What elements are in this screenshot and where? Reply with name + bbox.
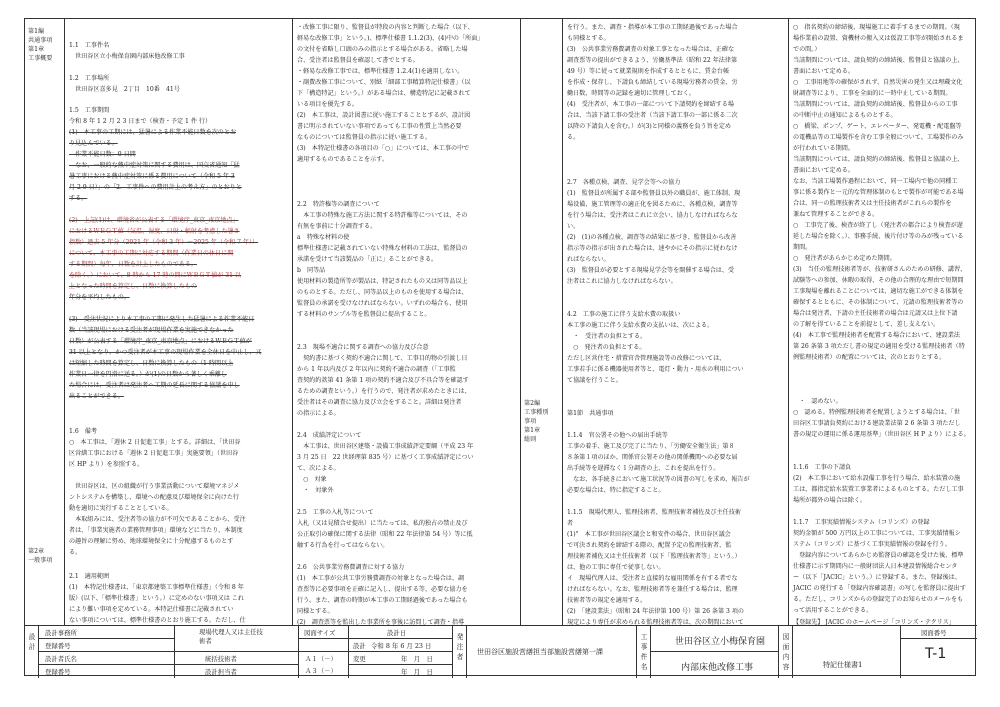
spec-column-4 <box>789 19 977 625</box>
spec-line: は、他の工事に専任で従事しない。 <box>567 564 665 571</box>
tb-design-date: 令和 8 年 6 月 23 日 <box>371 642 432 650</box>
spec-column-1 <box>65 19 293 625</box>
spec-line: なお、各手続きにおいて施工状況等の図書の写しを求め、報告が <box>567 476 750 483</box>
tb-drawing-title: 特記仕様書1 <box>823 661 863 669</box>
spec-line: 年分を平均したもの。 <box>69 294 130 301</box>
spec-line: する期間）毎年、日数を計上したものである。 <box>69 261 197 268</box>
section-labels-left <box>25 19 65 625</box>
spec-line: 書の規定の運用に係る運用基準」（世田谷区 H P より）による。 <box>793 431 970 438</box>
spec-line: 査契約約款第 41 条第 1 項の契約不適合及び不具合等を確認す <box>297 377 469 384</box>
spec-line: する。 <box>69 195 88 202</box>
spec-line: ー（以下「JACIC」という。）に登録する。また、登録後は、 <box>793 574 961 581</box>
spec-line: 本工事は、世田谷区建築・設備工事成績評定要綱（平成 23 年 <box>297 443 474 450</box>
spec-line: の了解を得ていることを前提として、差し支えない。 <box>793 321 940 328</box>
spec-line: るための調査という。）を行うので、発注者が求めたときには、 <box>297 388 471 395</box>
spec-line: (4) 受注者が、本工事の一部について下請契約を締結する場 <box>567 101 734 108</box>
spec-line: 例監理技術者）の配置については、次のとおりとする。 <box>793 354 946 361</box>
spec-line: 2.2 特許権等の調査について <box>297 201 380 208</box>
spec-line: 行う。また、調査の時期が本工事の工期経過後であった場合も <box>297 597 468 604</box>
spec-line: 1.1 工事件名 <box>69 42 110 49</box>
spec-line: 2.3 現場不適合に関する調査への協力及び合意 <box>297 344 429 351</box>
spec-line: 1.1.4 官公署その他への届出手続等 <box>567 432 668 439</box>
spec-line: い。 <box>567 223 580 230</box>
spec-line: 下「構造特記」という。）がある場合は、構造特記に記載されて <box>297 90 471 97</box>
spec-line: JACIC の発行する「登録内容確認書」の写しを監督員に提出す <box>793 585 966 592</box>
drawing-sheet <box>24 18 976 676</box>
spec-line: ない事項については、標準仕様書のとおり施工する。ただし、仕 <box>69 617 246 624</box>
spec-line: (2) 上記(1)は、環境省が公表する「環境庁_東京_東京地点」 <box>69 217 239 224</box>
spec-line: ・ 対象外 <box>297 487 334 494</box>
tb-project-name: 内部床他改修工事 <box>681 663 754 673</box>
spec-line: 第1節 共通事項 <box>567 410 614 417</box>
spec-line: 承諾を受けて当該製品の「正に」ることができる。 <box>297 256 438 263</box>
spec-line: (4) 本工事で監理技術者を配置する場合において、建設業法 <box>793 332 960 339</box>
spec-line: 【登録先】 JACIC のホームページ「コリンズ・テクリス」 <box>793 619 955 625</box>
section-label-part1: 第1編 共通事項 第1章 工事概要 <box>28 28 53 62</box>
spec-line: b 同等品 <box>297 267 326 274</box>
spec-line: 区営繕工事における「週休 2 日促進工事」実施要領」（世田谷 <box>69 450 239 457</box>
spec-line: 暑工事における熱中症対策に係る費用について（令和 5 年 3 <box>69 173 235 180</box>
spec-line: する材料のサンプル等を監督員に提出すること。 <box>297 311 431 318</box>
tb-side-design-label: 設計 <box>28 633 36 651</box>
spec-line: 軽易な改修工事」という。)、標準仕様書 1.1.2(3)、(4)中の「所面」 <box>297 35 484 42</box>
spec-line: 当該期間については、請負契約の締結後、監督員と協議の上、 <box>793 156 964 163</box>
tb-side-design <box>25 626 39 678</box>
spec-line: り見込んでいる。 <box>69 140 118 147</box>
tb-drawing <box>793 626 901 678</box>
tb-drawing-label-cell <box>779 626 793 678</box>
spec-line: 規定により専任が求められる監理技術者等は、次の期間において <box>567 619 744 625</box>
spec-line: で可決され契約を締結する際の、配置予定の監理技術者、監 <box>567 542 732 549</box>
spec-line: 財調査等により、工事を全面的に一時中止している期間。 <box>793 90 952 97</box>
tb-orderer-name: 世田谷区施設営繕担当部施設営繕第一課 <box>477 648 603 656</box>
spec-line: 受注者はその調査に協力及び立会をすること。詳細は発注者 <box>297 399 462 406</box>
spec-line: 試験等への参加、休暇の取得、その他の合理的な理由で短期間 <box>793 277 964 284</box>
spec-line: ステム（コリンズ）に基づく工事実績情報の登録を行う。 <box>793 541 951 548</box>
spec-line: 指数）過去 5 年分（2021 年（令和 3 年）～2025 年（令和 7 年）） <box>69 239 259 246</box>
spec-line: ○ 発注者の負担とする。 <box>567 344 646 351</box>
spec-line: 使用材料の製造所等が製品は、特記されたもの又は同等品以上 <box>297 278 468 285</box>
spec-line: 者 <box>567 520 574 527</box>
spec-line: 2.6 公共事業労務費調査に対する協力 <box>297 564 405 571</box>
spec-line: た場合には、受注者は発注者へ工期の延長に関する協議を申し <box>69 382 240 389</box>
spec-line: 働日数、時間等の記録を適切に管理しておく。 <box>567 90 695 97</box>
spec-line: 理技術者補佐又は主任技術者（以下「監理技術者等」という。） <box>567 553 741 560</box>
tb-designer-name: 設計者氏名 <box>45 655 77 663</box>
spec-line: 事に係る製作と一元的な管理体制のもとで製作が可能である場 <box>793 189 964 196</box>
spec-line: も同様とする。 <box>567 35 610 42</box>
spec-line: 書面において定める。 <box>793 167 854 174</box>
spec-line: は短縮した時間を算定し、日数に換算したもの（1 時間以上 <box>69 360 234 367</box>
spec-line: 契約金額が 500 万円以上の工事については、工事実績情報シ <box>793 530 961 537</box>
spec-line: 監督員の承諾を受けなければならない。いずれの場合も、使用 <box>297 300 468 307</box>
spec-line: ○ 本工事は、「週休 2 日促進工事」とする。詳細は、「世田谷 <box>69 439 241 446</box>
spec-line: 作業日一律を円滑に送る。）が(1)の日数から著しく乖離し <box>69 371 227 378</box>
spec-line: 調査票等の提出ができるよう、労働基準法（昭和 22 年法律第 <box>567 57 738 64</box>
spec-line: 1.1.7 工事実績情報システム（コリンズ）の登録 <box>793 519 930 526</box>
spec-line: る。 <box>567 134 580 141</box>
spec-line: 本取組みには、受注者等の協力が不可欠であることから、受注 <box>69 516 246 523</box>
spec-line: 登録内容についてあらかじめ監督員の確認を受けた後、標準 <box>793 552 964 559</box>
spec-line: a 特殊な材料の使 <box>297 234 350 241</box>
spec-line: 2.5 工事の入札等について <box>297 509 374 516</box>
spec-line: 入札（又は見積合せ提出）に当たっては、私的独占の禁止及び <box>297 520 468 527</box>
spec-line: 仕様書に示す期間内に一般財団法人日本建設情報総合センタ <box>793 563 958 570</box>
spec-line: 当該期間については、請負契約の締結後、監督員からの工事 <box>793 101 958 108</box>
spec-line: イ 現場代理人は、受注者と直接的な雇用関係を有する者でな <box>567 575 738 582</box>
tb-orderer-label: 発注者 <box>456 633 464 661</box>
spec-line: ・ 受注者の負担とする。 <box>567 333 647 340</box>
spec-line: 合は、当該下請工事の受注者（当該下請工事の一部に係る二次 <box>567 112 738 119</box>
tb-size-a1: Ａ１（－） <box>305 655 337 663</box>
spec-line: から 1 年以内及び 2 年以内に契約不適合の調査（「工事監 <box>297 366 456 373</box>
spec-line: ればならない。 <box>567 256 610 263</box>
spec-line: る。 <box>69 549 82 556</box>
spec-line: 合、受注者は監督員を確認して書でとする。 <box>297 57 419 64</box>
spec-line: (2) 本工事は、設計図書に従い施工することとするが、設計図 <box>297 112 471 119</box>
spec-line: 書面において定める。 <box>793 68 854 75</box>
spec-line: を作成・保存し、下請負も締結している現場労務者の賃金、労 <box>567 79 738 86</box>
spec-line: 場合は発注者、下請の主任技術者の場合は元請又は上位下請 <box>793 310 958 317</box>
tb-drawing-number: T-1 <box>925 646 947 662</box>
spec-line: 第 26 条第 3 項ただし書の規定の適用を受ける監理技術者（特 <box>793 343 965 350</box>
spec-line: (2) 本工事において給水設備工事を行う場合、給水装置の施 <box>793 475 961 482</box>
tb-size-a3: Ａ３（－） <box>305 667 337 675</box>
spec-line: 場作業前の設置、資機材の搬入又は仮設工事等が開始されるま <box>793 35 964 42</box>
spec-line: (1) 監督員が所属する部や監督員以外の職員が、施工体制、現 <box>567 190 741 197</box>
spec-line: ○ 発注者があらかじめ定めた期間。 <box>793 255 896 262</box>
spec-line: 査票等に必要事項を正確に記入し、提出する等、必要な協力を <box>297 586 468 593</box>
spec-line: (3) 当任の監理技術者等が、技術研さんのための研修、講習、 <box>793 266 967 273</box>
spec-line: 49 号）等に従って就業規則を作成するとともに、賃金台帳 <box>567 68 730 75</box>
spec-line: 1.2 工事場所 <box>69 75 110 82</box>
spec-line: 世田谷区喜多見 2丁目 10番 41号 <box>69 86 180 93</box>
section-labels-mid <box>521 19 563 625</box>
spec-line: が行われている期間。 <box>793 145 854 152</box>
spec-line: 適用するものであることを示す。 <box>297 156 388 163</box>
spec-line: 延した場合を除く。）、事務手続、後片付け等のみが残っている <box>793 233 964 240</box>
spec-line: 月 2 9 日）」の「2．工事件への費用計上の考え方」のとおりと <box>69 184 242 191</box>
spec-line: の文付を省略し口頭のみの指示とする場合がある。省略した場 <box>297 46 468 53</box>
spec-line: 1.1.5 現場代理人、監理技術者、監理技術者補佐及び主任技術 <box>567 509 741 516</box>
tb-project-label-cell <box>637 626 651 678</box>
spec-line: 同様とする。 <box>297 608 334 615</box>
spec-line: を行う場合は、受注者はこれに立会い、協力しなければならな <box>567 212 738 219</box>
section-label-chapter2: 第2章 一般事項 <box>28 548 53 564</box>
spec-line: 作業不能日数：0 日間 <box>69 151 136 158</box>
spec-line: ・改修工事に限り、監督員が特段の内容と判断した場合（以下、 <box>297 24 474 31</box>
spec-line: での間。） <box>793 46 821 53</box>
spec-line: 本工事の特殊な施工方法に関する特許権等については、その <box>297 212 468 219</box>
spec-line: 上となった時間を算定し、日数に換算したもの <box>69 283 197 290</box>
spec-line: の指示による。 <box>297 410 340 417</box>
spec-line: ・副費改修工事について、別紙「細部工事精算特記仕様書」（以 <box>297 79 471 86</box>
spec-line: 4.2 工事の施工に伴う支給水費の取扱い <box>567 311 681 318</box>
spec-body <box>25 19 977 625</box>
spec-line: 2.1 適用範囲 <box>69 573 110 580</box>
spec-line: 出手続等を遅滞なく１分調査の上、これを提出を行う。 <box>567 465 720 472</box>
spec-line: のものとする。ただし、同等品以上のものを使用する場合は、 <box>297 289 468 296</box>
tb-drawing-no-header: 図面番号 <box>921 629 947 637</box>
spec-line: (1) 本特記仕様書は、「東京都建築工事標準仕様書」（令和 8 年 <box>69 584 244 591</box>
spec-line: 工事若手に係る機器使用者等と、電灯・動力・用水の利用につい <box>567 366 744 373</box>
tb-project-label: 工事件名 <box>640 633 648 671</box>
spec-line: 以降の下請負人を含む。）が(3)と同様の義務を負う旨を定め <box>567 123 732 130</box>
tb-orderer-label-cell <box>453 626 467 678</box>
tb-size <box>299 626 349 678</box>
spec-line: いる項目を優先する。 <box>297 101 358 108</box>
spec-line: の趣旨の理解に努め、地球環境保全に十分配慮するものとす <box>69 538 234 545</box>
spec-line: 場所が都外の場合は除く。 <box>793 497 867 504</box>
spec-line: 当該期間については、請負契約の締結後、監督員と協議の上、 <box>793 57 964 64</box>
spec-line: について、本工事の工期に対応する期間（作業日の休日に関 <box>69 250 234 257</box>
spec-line: 期間。 <box>793 244 812 251</box>
spec-line: 日数）が公表する「環境庁_東京_東京地点」におけるＷＢＧＴ値が <box>69 338 252 345</box>
tb-design-office: 設計事務所 <box>45 629 77 637</box>
tb-site-agent: 現場代理人又は主任技術者 <box>199 628 263 645</box>
spec-line: 兼ねて管理することができる。 <box>793 211 879 218</box>
spec-line: 者は、「事業実施者の業務管理事項」環境などに当たり、本制度 <box>69 527 243 534</box>
spec-line: 標準仕様書に記載されていない特殊な材料の工法は、監督員の <box>297 245 468 252</box>
spec-line: なお、当該工場製作過程において、同一工場内で他の同種工 <box>793 178 958 185</box>
spec-line: 本工事の施工に伴う支給水費の支払いは、次による。 <box>567 322 714 329</box>
spec-line: を除く。）において、8 時から 17 時の間にＷＢＧＴ値が 31 以 <box>69 272 242 279</box>
tb-facility-name: 世田谷区立小梅保育園 <box>675 637 766 647</box>
spec-line: 世田谷区立小梅保育園内部床他改修工事 <box>69 53 185 60</box>
spec-line: ８条第１項のほか、関係官公署その他の関係機関への必要な届 <box>567 454 738 461</box>
spec-line: (3) 本特記仕様書の各項目の「○」については、本工事の中で <box>297 145 470 152</box>
spec-line: 触する行為を行ってはならない。 <box>297 542 389 549</box>
spec-line: ・軽易な改修工事では、標準仕様書 1.2.4(1)を適用しない。 <box>297 68 464 75</box>
spec-line: により難い事項を定めている。本特記仕様書に記載されてい <box>69 606 234 613</box>
spec-line: 3 月 25 日 22 世経理第 835 号）に基づく工事成績評定につい <box>297 454 474 461</box>
spec-line: 動を適切に実行することとしている。 <box>69 505 173 512</box>
spec-line: を行う。また、調査・指導が本工事の工期経過後であった場合 <box>567 24 738 31</box>
tb-change-date: 年 月 日 <box>401 655 433 663</box>
tb-reg-no-1: 登録番号 <box>45 642 71 650</box>
spec-line: 令和 8 年 1 2 月 2 3 日まで（検査・予定 1 件 行） <box>69 118 212 125</box>
spec-line: 版）(以下、「標準仕様書」という。）に定めのない事項又は これ <box>69 595 244 602</box>
spec-line: 確保するとともに、その体制について、元請の監理技術者等の <box>793 299 964 306</box>
spec-line: の中断中止の通知によるものとする。 <box>793 112 897 119</box>
tb-project <box>651 626 779 678</box>
spec-line: (3) 公共事業労務費調査の対象工事となった場合は、正確な <box>567 46 735 53</box>
tb-drawing-label: 図面内容 <box>782 633 790 671</box>
spec-line: 田谷区工事請負契約における建設業法第 2 6 条第 3 項ただし <box>793 420 961 427</box>
spec-line: 工事現場を離れることについては、適切な施工ができる体制を <box>793 288 964 295</box>
tb-size-header: 図面サイズ <box>304 629 336 637</box>
tb-change-label: 変更 <box>353 655 366 663</box>
spec-line: ただし区営住宅・措置官舎管理施設等の改修については、 <box>567 355 726 362</box>
spec-column-3 <box>563 19 789 625</box>
spec-line: 必要な場合は、特に指定すること。 <box>567 487 665 494</box>
spec-line: ントシステムを構築し、環境への配慮及び環境保全に向けた行 <box>69 494 240 501</box>
spec-line: 数（当該現場における受注者が現場作業を実施できなかった <box>69 327 234 334</box>
spec-line: 合は、同一の監理技術者又は主任技術者がこれらの製作を <box>793 200 952 207</box>
spec-line: て協議を行うこと。 <box>567 377 622 384</box>
spec-line: (2) (1)の各種点検、調査等の結果に基づき、監督員から改善 <box>567 234 737 241</box>
tb-chief-engineer: 統括技術者 <box>205 655 237 663</box>
title-block <box>25 625 977 677</box>
spec-line: 1.5 工事期間 <box>69 107 110 114</box>
spec-line: 公正取引の確保に関する法律（昭和 22 年法律第 54 号）等に抵 <box>297 531 473 538</box>
spec-line: ○ 工事用地等の確保がされず、自然災害の発生又は埋蔵文化 <box>793 79 963 86</box>
spec-line: 工は、都指定給水装置工事業者によるものとする。ただし工事 <box>793 486 964 493</box>
tb-change-date-2: 年 月 日 <box>401 668 433 676</box>
spec-line: 1.6 備考 <box>69 428 97 435</box>
spec-line: ○ 認める。特例監理技術者を配置しようとする場合は、「世 <box>793 409 960 416</box>
spec-line: (2) 「建設業法」（昭和 24 年法律第 100 号）第 26 条第 3 項の <box>567 608 745 615</box>
tb-design-staff: 設計担当者 <box>205 668 237 676</box>
tb-manager-labels <box>175 626 299 678</box>
tb-design-label: 設計 <box>353 642 366 650</box>
spec-line: ・ 認めない。 <box>793 398 842 405</box>
tb-drawing-no <box>901 626 977 678</box>
spec-line: 31 以上となり、かつ受注者が本工事の現場作業を全休日を中止し、又 <box>69 349 262 356</box>
spec-line: (1)" 本工事が世田谷区議会と和安件の場合、世田谷区議会 <box>567 531 731 538</box>
spec-line: 場设備、施工管理等の適正化を図るために、各種点検、調査等 <box>567 201 738 208</box>
spec-line: ○ 対象 <box>297 476 327 483</box>
spec-line: る。ただし、コリンズからの登録完了のお知らせのメールをも <box>793 596 964 603</box>
spec-line: 書に明示されていない事項であっても工事の性質上当然必要 <box>297 123 462 130</box>
spec-line: 区 HP より）を参照する。 <box>69 461 144 468</box>
tb-design-date-header: 設計日 <box>387 629 407 637</box>
spec-line: 契約書に基づく契約不適合に関して、工事目的物の引渡し日 <box>297 355 468 362</box>
spec-line: 2.7 各種点検、調査、見学会等への協力 <box>567 179 681 186</box>
spec-line: 指示等の指示が出された場合は、速やかにその指示に従わなけ <box>567 245 738 252</box>
spec-line: ○ 橋梁、ポンプ、ゲート、エレベーター、発電機・配電盤等 <box>793 123 962 130</box>
spec-column-2 <box>293 19 521 625</box>
spec-line: (1) 本工事が公共工事労務費調査の対象となった場合は、調 <box>297 575 465 582</box>
tb-reg-no-2: 登録番号 <box>45 668 71 676</box>
section-label-part2: 第2編 工事種別 事項 第1章 総則 <box>524 400 549 443</box>
spec-line: 注者はこれに協力しなければならない。 <box>567 278 677 285</box>
tb-designer-labels <box>39 626 175 678</box>
spec-line: (3) 受注状況により本工事の工期に発生した猛暑による作業不能日 <box>69 316 255 323</box>
spec-line: ○ 指名契約の締結後、現場施工に着手するまでの期間。（現 <box>793 24 960 31</box>
spec-line: 1.1.6 工事の下請負 <box>793 464 852 471</box>
spec-line: ○ 工事完了後、検査が終了し（発注者の都合により検査が遅 <box>793 222 963 229</box>
spec-line: 工事の着手、施工及び完了に当たり、「労働安全衛生法」第８ <box>567 443 735 450</box>
spec-line: におけるＷＢＧＴ値（気温、湿度、日射・輻射を考慮した暑さ <box>69 228 240 235</box>
spec-line: 有無を事前に十分調査する。 <box>297 223 377 230</box>
spec-line: の電機品等の工場製作を含む工事全般について、工場製作のみ <box>793 134 964 141</box>
spec-line: (1) 本工事の工期には、猛暑による作業不能日数を次のとお <box>69 129 237 136</box>
spec-line: 出ることができる。 <box>69 393 124 400</box>
tb-orderer <box>467 626 637 678</box>
spec-line: 世田谷区は、区の組織が行う事業活動について環境マネジメ <box>69 483 240 490</box>
spec-line: ければならない。なお、監理技術者等を兼任する場合は、監理 <box>567 586 738 593</box>
spec-line: (3) 監督員が必要とする現場見学会等を開催する場合は、受 <box>567 267 735 274</box>
spec-line: 2.4 成績評定について <box>297 432 362 439</box>
spec-line: (2) 調査票等を監出した事業所を事後に訪問して調査・指導 <box>297 619 465 625</box>
spec-line: って活用することができる。 <box>793 607 873 614</box>
spec-line: 技術者等の規定を適用する。 <box>567 597 647 604</box>
spec-line: なものについては監督員の指示に従い施工する。 <box>297 134 431 141</box>
spec-line: て、次による。 <box>297 465 340 472</box>
tb-dates <box>349 626 453 678</box>
spec-line: なお、一般的な熱中症対策に関する費用は、国交省通知「猛 <box>69 162 240 169</box>
